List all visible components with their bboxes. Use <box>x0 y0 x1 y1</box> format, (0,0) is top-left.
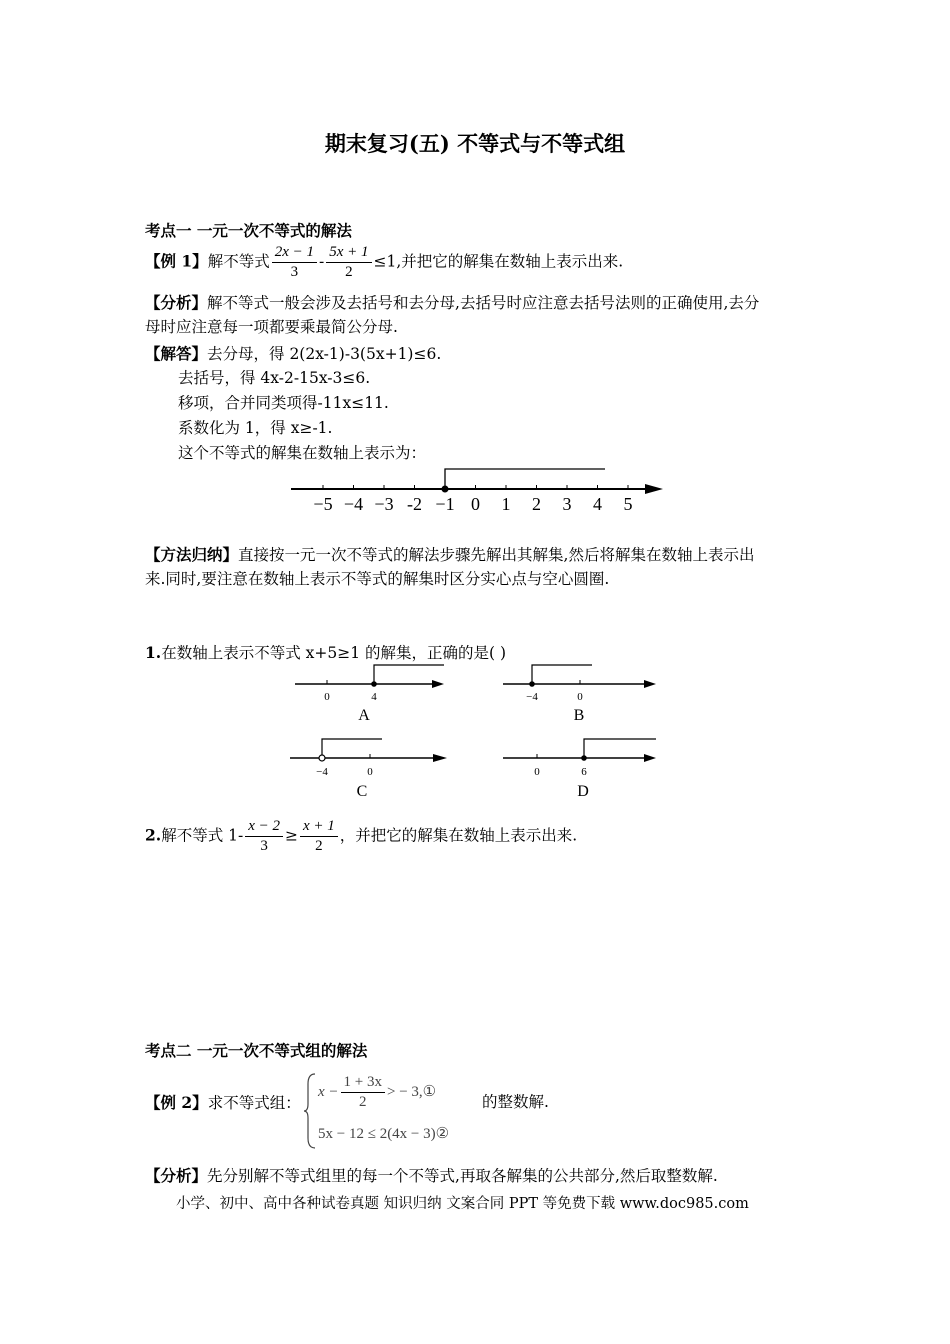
fraction-denominator: 2 <box>359 1094 367 1110</box>
option-c-tick: 0 <box>367 766 373 778</box>
section2-heading: 考点二 一元一次不等式组的解法 <box>145 1041 368 1060</box>
option-c-number-line <box>287 732 452 804</box>
solution-number-line <box>285 462 670 520</box>
analysis2 <box>145 1163 718 1189</box>
analysis1-line1 <box>145 290 759 316</box>
example1-suffix: ≤1,并把它的解集在数轴上表示出来. <box>373 252 624 271</box>
question2-prefix: 解不等式 1- <box>161 826 244 845</box>
axis-tick-label: −5 <box>313 494 333 514</box>
solution-line1 <box>145 341 441 367</box>
example2-label: 【例 2】 <box>145 1093 208 1112</box>
question2-fraction-1 <box>245 817 283 856</box>
axis-tick-label: 0 <box>471 494 480 514</box>
solution-step2: 去括号，得 4x-2-15x-3≤6. <box>178 369 371 387</box>
ineq1-right: > − 3,① <box>387 1083 437 1100</box>
question2-suffix: ，并把它的解集在数轴上表示出来. <box>339 826 578 845</box>
option-b-tick: −4 <box>526 691 538 703</box>
fraction-numerator: 5x + 1 <box>326 243 371 263</box>
option-c-tick: −4 <box>316 766 328 778</box>
fraction-denominator: 3 <box>260 838 268 854</box>
question2-fraction-2 <box>300 817 338 856</box>
arrow-head <box>645 484 663 494</box>
method-label: 【方法归纳】 <box>145 545 239 564</box>
fraction-denominator: 2 <box>345 264 353 280</box>
analysis1-text: 解不等式一般会涉及去括号和去分母,去括号时应注意去括号法则的正确使用,去分 <box>207 294 760 312</box>
solution-step5: 这个不等式的解集在数轴上表示为： <box>178 444 427 462</box>
inequality-2: 5x − 12 ≤ 2(4x − 3)② <box>318 1126 450 1142</box>
analysis2-label: 【分析】 <box>145 1166 208 1185</box>
option-b-number-line <box>500 660 660 730</box>
method-text: 直接按一元一次不等式的解法步骤先解出其解集,然后将解集在数轴上表示出 <box>238 546 755 564</box>
fraction-numerator: x + 1 <box>300 817 338 837</box>
option-b-tick: 0 <box>577 691 583 703</box>
example1-fraction-1 <box>272 243 317 282</box>
option-d-number-line <box>500 732 660 804</box>
option-a-tick: 0 <box>324 691 330 703</box>
fraction-denominator: 3 <box>290 264 299 280</box>
option-a-tick: 4 <box>371 691 377 703</box>
example2-intro <box>145 1090 301 1116</box>
option-d-tick: 0 <box>534 766 540 778</box>
axis-tick-label: 3 <box>562 494 572 514</box>
method-line1 <box>145 542 754 568</box>
example2-suffix: 的整数解. <box>482 1093 549 1111</box>
option-a-label: A <box>358 707 370 724</box>
axis-tick-label: 2 <box>532 494 541 514</box>
option-c-label: C <box>356 783 368 800</box>
solution-label: 【解答】 <box>145 344 208 363</box>
axis-tick-label: 5 <box>623 494 633 514</box>
method-line2: 来.同时,要注意在数轴上表示不等式的解集时区分实心点与空心圆圈. <box>145 570 610 588</box>
fraction-numerator: 2x − 1 <box>272 243 317 263</box>
ineq1-left: x − <box>318 1083 339 1100</box>
option-d-tick: 6 <box>581 766 587 778</box>
solution-step4: 系数化为 1，得 x≥-1. <box>178 419 333 437</box>
question2-number: 2. <box>145 825 162 845</box>
axis-tick-label: −4 <box>343 494 364 514</box>
example1-label: 【例 1】 <box>145 251 208 271</box>
example2-prefix: 求不等式组： <box>207 1094 301 1112</box>
inequality-1 <box>318 1073 436 1112</box>
option-b-label: B <box>573 707 585 724</box>
fraction-denominator: 2 <box>315 838 323 854</box>
analysis2-text: 先分别解不等式组里的每一个不等式,再取各解集的公共部分,然后取整数解. <box>207 1167 718 1185</box>
page-title: 期末复习(五) 不等式与不等式组 <box>324 131 626 156</box>
system-brace <box>303 1072 317 1154</box>
question1-number: 1. <box>145 643 162 662</box>
analysis1-line2: 母时应注意每一项都要乘最简公分母. <box>145 318 398 336</box>
axis-tick-label: -2 <box>407 494 422 514</box>
axis-tick-label: −1 <box>435 494 455 514</box>
closed-point <box>442 486 449 493</box>
minus-sign: - <box>318 252 325 271</box>
fraction-numerator: x − 2 <box>245 817 283 837</box>
fraction-numerator: 1 + 3x <box>341 1073 385 1093</box>
footer-note: 小学、初中、高中各种试卷真题 知识归纳 文案合同 PPT 等免费下载 www.doc985.com <box>176 1196 749 1212</box>
solution-step3: 移项，合并同类项得-11x≤11. <box>178 394 389 412</box>
solution-step1: 去分母，得 2(2x-1)-3(5x+1)≤6. <box>207 345 442 363</box>
example1-fraction-2 <box>326 243 371 282</box>
analysis1-label: 【分析】 <box>145 293 208 312</box>
axis-tick-label: 4 <box>593 494 602 514</box>
ineq1-fraction <box>341 1073 385 1112</box>
example1-prefix: 解不等式 <box>207 252 270 271</box>
question1-text: 在数轴上表示不等式 x+5≥1 的解集，正确的是( ) <box>161 644 507 662</box>
example1 <box>145 243 623 282</box>
solution-bracket <box>445 469 605 489</box>
option-a-number-line <box>290 660 450 730</box>
geq-sign: ≥ <box>285 826 298 845</box>
axis-tick-label: 1 <box>501 494 511 514</box>
section1-heading: 考点一 一元一次不等式的解法 <box>145 221 352 240</box>
axis-tick-label: −3 <box>374 494 394 514</box>
option-d-label: D <box>577 783 589 800</box>
question2 <box>145 817 577 856</box>
